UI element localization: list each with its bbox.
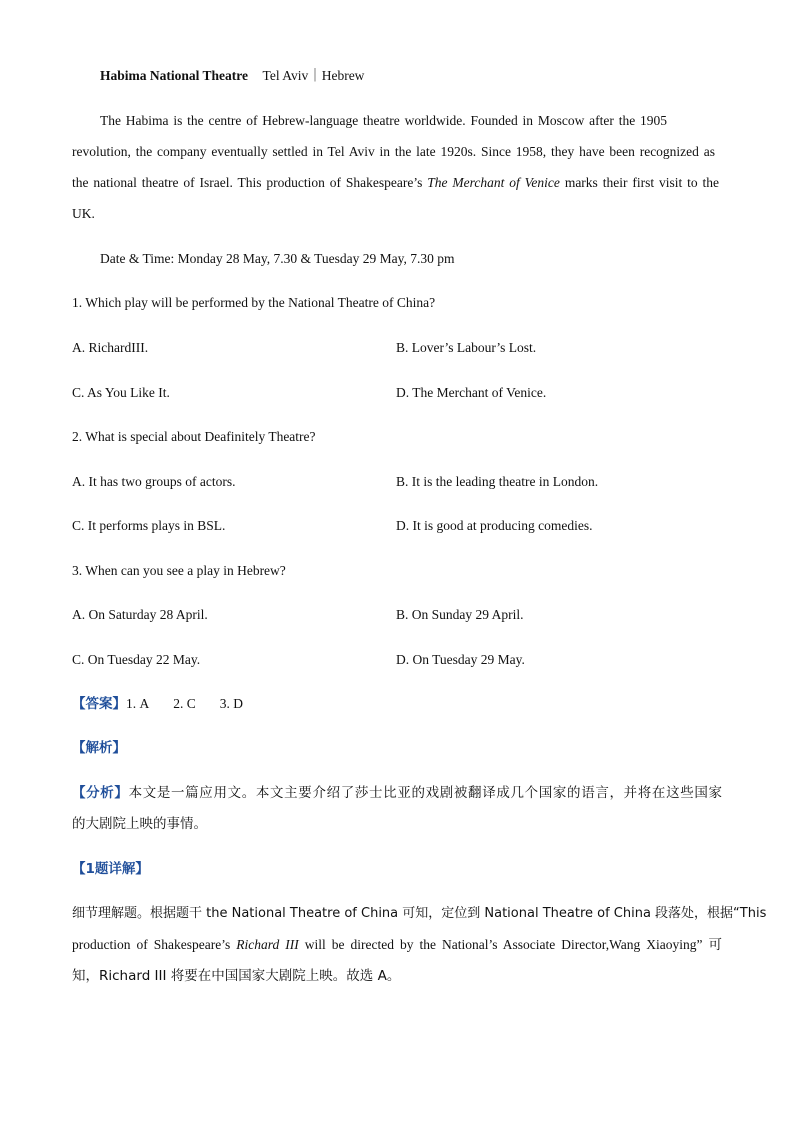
question-3-option-b: B. On Sunday 29 April. [396,607,524,622]
detail-1-label: 【1题详解】 [72,861,149,877]
richard-iii-title: Richard III [236,937,299,952]
question-1-option-c: C. As You Like It. [72,385,170,400]
answer-label: 【答案】 [72,696,126,712]
detail-1-line-3: 知，Richard III 将要在中国国家大剧院上映。故选 A。 [72,968,401,984]
question-2-option-c: C. It performs plays in BSL. [72,518,226,533]
habima-para-line-3b: marks their first visit to the [559,175,719,190]
answer-3: 3. D [219,696,244,711]
question-1-option-a: A. RichardIII. [72,340,149,355]
habima-heading [100,67,364,85]
habima-subtitle: Tel Aviv｜Hebrew [262,68,365,83]
detail-1-heading [72,860,149,878]
question-1-stem: 1. Which play will be performed by the National Theatre of China? [72,295,436,310]
merchant-of-venice-title: The Merchant of Venice [427,175,560,190]
fenxi-text-1: 本文是一篇应用文。本文主要介绍了莎士比亚的戏剧被翻译成几个国家的语言，并将在这些国家 [128,785,722,801]
detail-1-line-2 [72,936,722,954]
question-2-stem: 2. What is special about Deafinitely Theatre? [72,429,316,444]
fenxi-line-1 [72,784,722,802]
fenxi-label: 【分析】 [72,785,129,801]
question-1-option-d: D. The Merchant of Venice. [396,385,547,400]
question-3-stem: 3. When can you see a play in Hebrew? [72,563,286,578]
detail-1-line-2b: will be directed by the National’s Associate Director,Wang Xiaoying” 可 [298,937,722,952]
fenxi-line-2: 的大剧院上映的事情。 [72,816,207,832]
detail-1-line-2a: production of Shakespeare’s [72,937,237,952]
question-3-option-a: A. On Saturday 28 April. [72,607,208,622]
analysis-heading [72,739,126,757]
habima-para-line-4: UK. [72,206,95,221]
habima-title: Habima National Theatre [100,68,249,83]
question-2-option-a: A. It has two groups of actors. [72,474,236,489]
answer-line [72,695,243,713]
detail-1-line-1: 细节理解题。根据题干 the National Theatre of China 可知，定位到 National Theatre of China 段落处，根据“This [72,906,767,921]
habima-para-line-3a: the national theatre of Israel. This production of Shakespeare’s [72,175,428,190]
habima-para-line-2: revolution, the company eventually settled in Tel Aviv in the late 1920s. Since 1958, they have been recognized as [72,144,715,159]
question-3-option-d: D. On Tuesday 29 May. [396,652,525,667]
question-1-option-b: B. Lover’s Labour’s Lost. [396,340,537,355]
question-2-option-b: B. It is the leading theatre in London. [396,474,599,489]
habima-para-line-3 [72,174,719,192]
answer-2: 2. C [173,696,196,711]
analysis-label: 【解析】 [72,740,126,756]
habima-para-line-1: The Habima is the centre of Hebrew-language theatre worldwide. Founded in Moscow after the 1905 [100,113,667,128]
question-2-option-d: D. It is good at producing comedies. [396,518,593,533]
answer-1: 1. A [126,696,150,711]
question-3-option-c: C. On Tuesday 22 May. [72,652,201,667]
habima-date-time: Date & Time: Monday 28 May, 7.30 & Tuesday 29 May, 7.30 pm [100,251,455,266]
